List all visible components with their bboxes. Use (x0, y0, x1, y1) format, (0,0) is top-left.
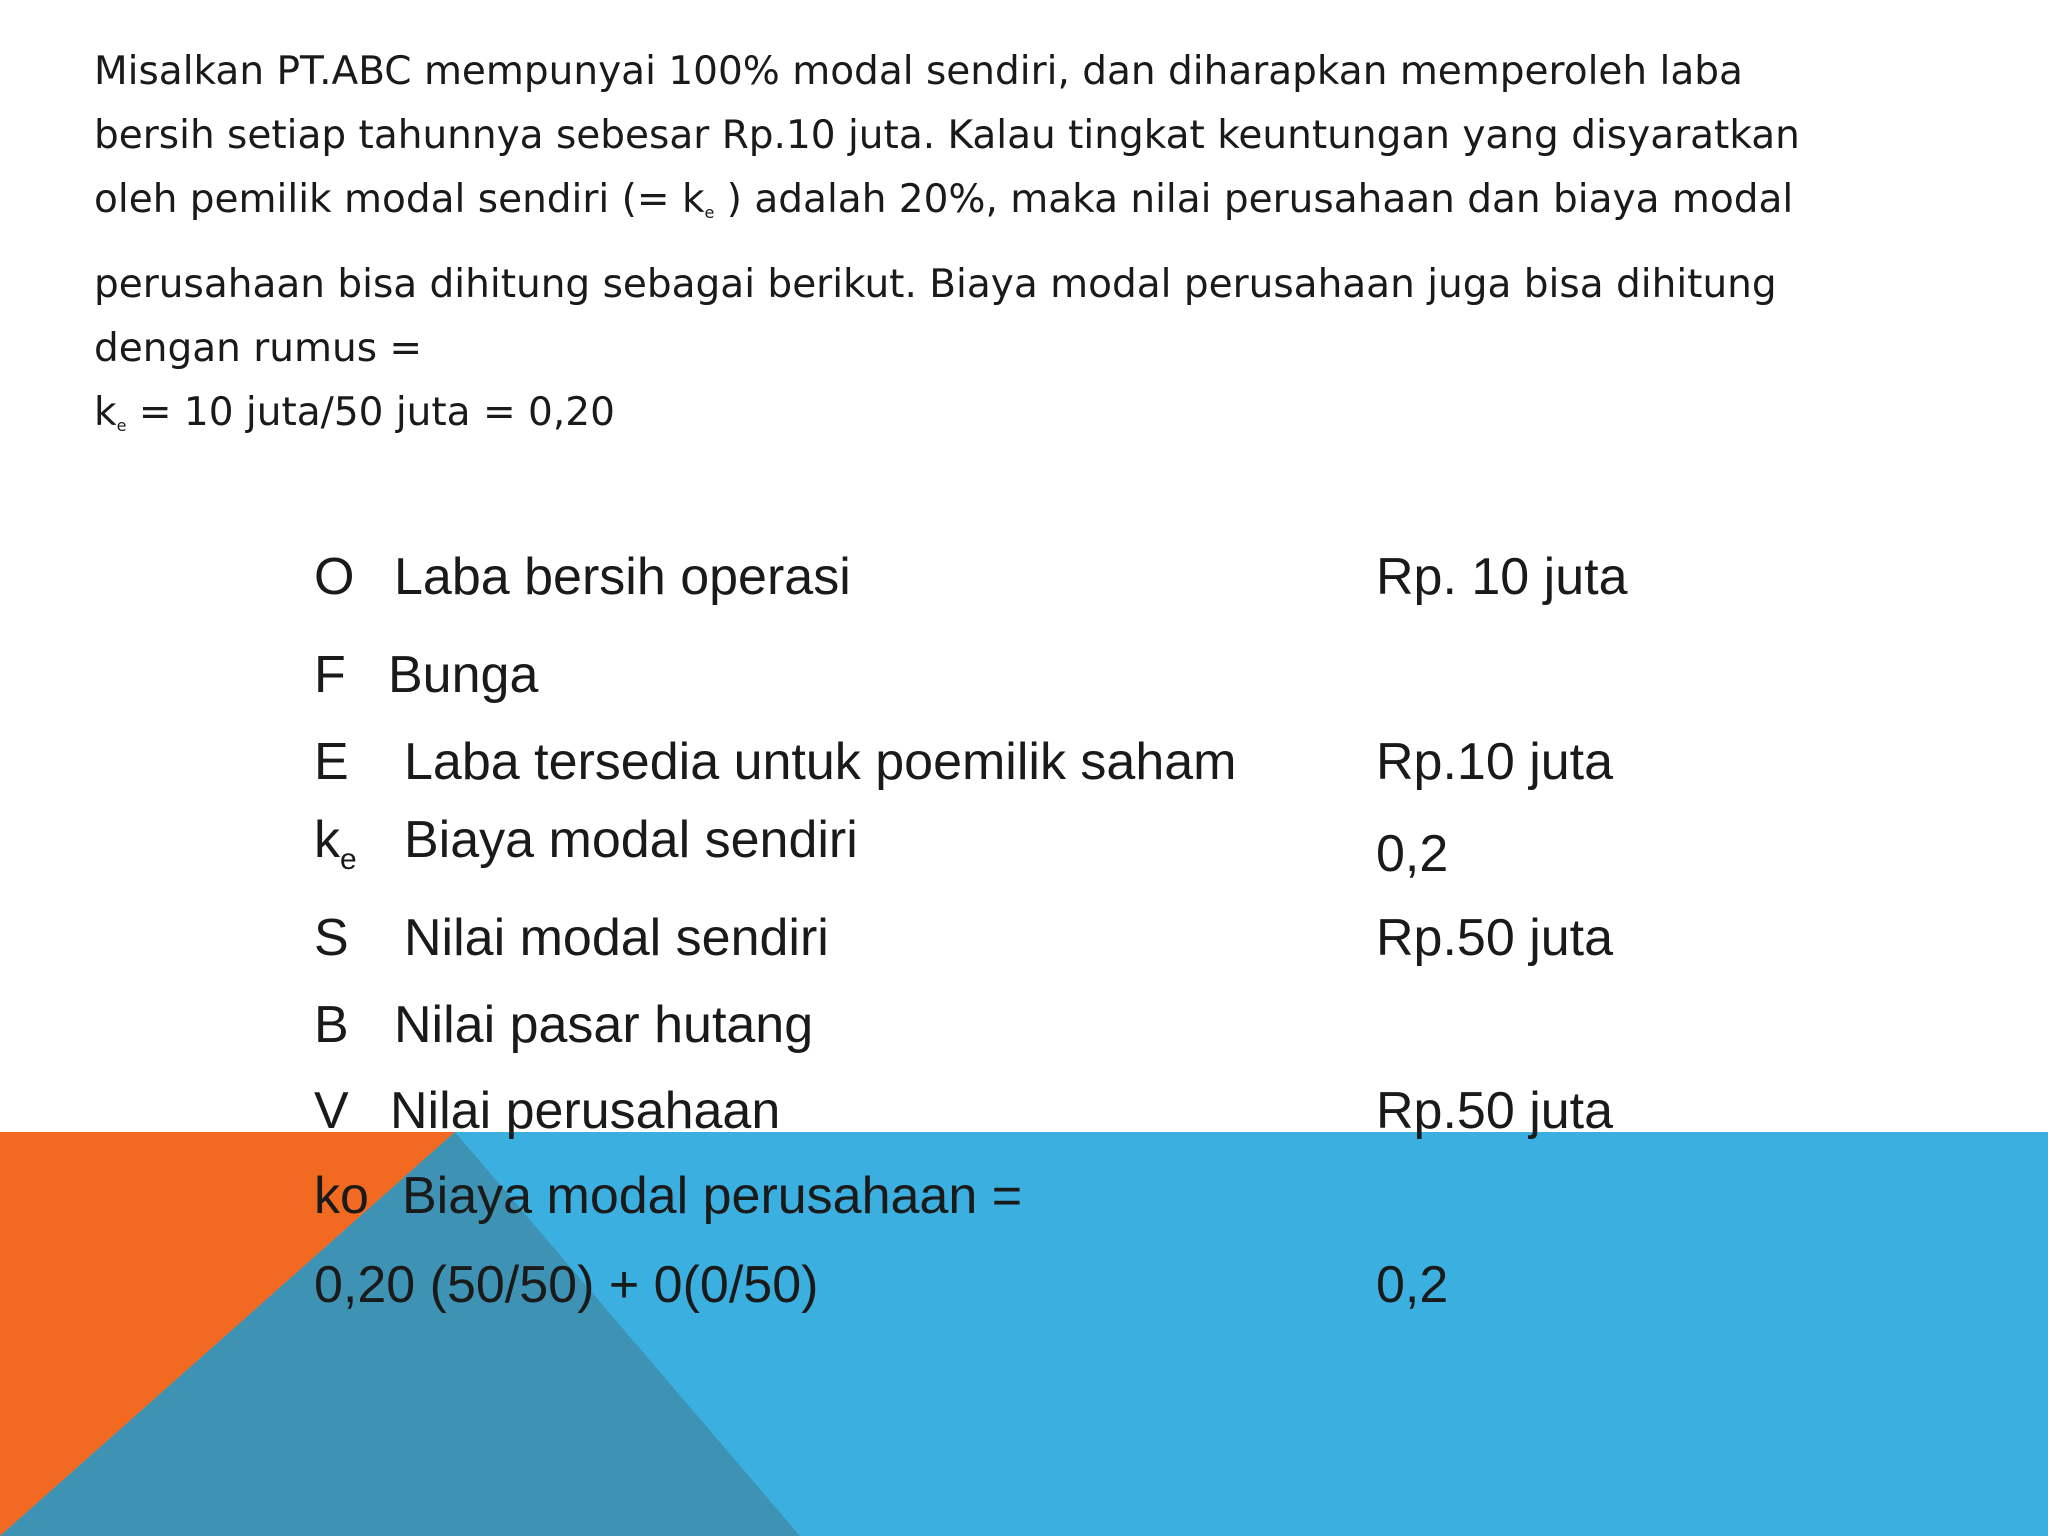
row-symbol: B (314, 996, 349, 1054)
intro-line-3 (94, 168, 1994, 245)
intro-line-4: perusahaan bisa dihitung sebagai berikut. Biaya modal perusahaan juga bisa dihitung (94, 262, 1777, 307)
row-symbol: O (314, 548, 355, 606)
intro-line-3-end: ) adalah 20%, maka nilai perusahaan dan biaya modal (714, 177, 1794, 222)
formula-k: k (94, 390, 117, 435)
symbol-k: k (314, 811, 340, 869)
intro-line-5: dengan rumus = (94, 326, 423, 371)
row-symbol (314, 810, 357, 877)
row-value: 0,2 (1376, 825, 1449, 883)
row-label: Laba bersih operasi (394, 548, 851, 606)
intro-line-2: bersih setiap tahunnya sebesar Rp.10 juta. Kalau tingkat keuntungan yang disyaratkan (94, 113, 1800, 158)
row-symbol: S (314, 909, 349, 967)
intro-line-1: Misalkan PT.ABC mempunyai 100% modal sendiri, dan diharapkan memperoleh laba (94, 49, 1743, 94)
row-label: Nilai modal sendiri (404, 909, 829, 967)
row-symbol: V (314, 1082, 349, 1140)
intro-line-3-start: oleh pemilik modal sendiri (= k (94, 177, 705, 222)
row-label: 0,20 (50/50) + 0(0/50) (314, 1256, 819, 1314)
row-label: Bunga (388, 646, 539, 704)
row-label: Nilai pasar hutang (394, 996, 814, 1054)
subscript-e: e (704, 203, 715, 222)
row-bunga (314, 645, 1914, 715)
formula-rest: = 10 juta/50 juta = 0,20 (126, 390, 615, 435)
row-label: Biaya modal sendiri (404, 811, 858, 869)
row-value: Rp.50 juta (1376, 1082, 1614, 1140)
row-label: Biaya modal perusahaan = (402, 1167, 1023, 1225)
row-nilai-perusahaan (314, 1081, 1914, 1151)
row-symbol: F (314, 646, 346, 704)
row-value: Rp. 10 juta (1376, 548, 1628, 606)
row-symbol: E (314, 733, 349, 791)
row-label: Nilai perusahaan (390, 1082, 781, 1140)
row-biaya-modal-perusahaan (314, 1166, 1914, 1236)
intro-formula-ke (94, 381, 1994, 458)
row-value: Rp.10 juta (1376, 733, 1614, 791)
row-symbol: ko (314, 1167, 369, 1225)
row-laba-tersedia (314, 732, 1914, 802)
row-value: 0,2 (1376, 1256, 1449, 1314)
row-formula-result (314, 1255, 1914, 1325)
row-nilai-pasar-hutang (314, 995, 1914, 1065)
subscript-e: e (340, 843, 357, 876)
row-laba-bersih-operasi (314, 547, 1914, 617)
row-value: Rp.50 juta (1376, 909, 1614, 967)
intro-paragraph (94, 40, 1994, 458)
row-label: Laba tersedia untuk poemilik saham (404, 733, 1237, 791)
row-nilai-modal-sendiri (314, 908, 1914, 978)
row-biaya-modal-sendiri (314, 810, 1914, 883)
subscript-e: e (116, 416, 127, 435)
